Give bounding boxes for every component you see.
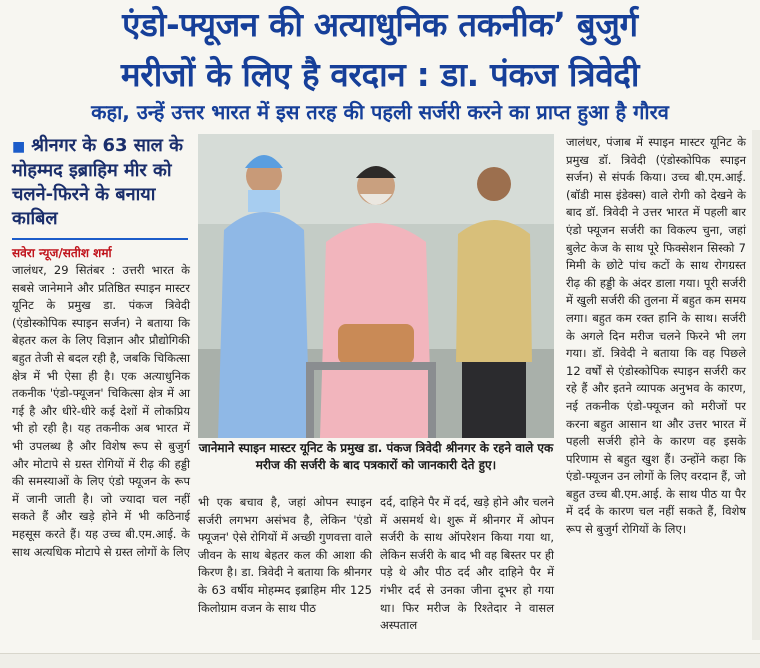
article-column-1 <box>12 262 190 561</box>
article-text: जालंधर, पंजाब में स्पाइन मास्टर यूनिट के प्रमुख डॉ. त्रिवेदी (एंडोस्कोपिक स्पाइन सर्जन) से संपर्क किया। उच्च बी.एम.आई. (बॉडी मास इंडेक्स) वाले रोगी को देखने के बाद डॉ. त्रिवेदी ने उत्तर भारत में पहली बार एंडो फ्यूजन सर्जरी का विकल्प चुना, जहां बुलेट केज के साथ पूरे फिक्सेशन सिस्को 7 मिमी के छोटे पांच कटों के साथ रोगग्रस्त रीढ़ की हड्डी के अंदर डाला गया। पूरी सर्जरी में खुली सर्जरी की तुलना में बहुत कम समय लगा। बहुत कम रक्त हानि के साथ। सर्जरी के अगले दिन मरीज चलने फिरने भी लग गया। डॉ. त्रिवेदी ने बताया कि वह पिछले 12 वर्षों से एंडोस्कोपिक स्पाइन सर्जरी कर रहे हैं और इतने व्यापक अनुभव के कारण, नई तकनीक एंडो-फ्यूजन को मरीजों पर करना बहुत आसान था और उत्तर भारत में पहली सर्जरी होने के कारण वह इसके परिणाम से बहुत खुश हैं। उन्होंने कहा कि एंडो-फ्यूजन उन लोगों के लिए वरदान हैं, जो बहुत उच्च बी.एम.आई. के साथ पीठ या पैर में दर्द के कारण चल नहीं सकते हैं, विशेष रूप से बुजुर्ग रोगियों के लिए। <box>566 135 746 537</box>
side-heading-text: श्रीनगर के 63 साल के मोहम्मद इब्राहिम मीर को चलने-फिरने के बनाया काबिल <box>12 135 183 229</box>
footer-strip <box>0 653 760 668</box>
article-text: दर्द, दाहिने पैर में दर्द, खड़े होने और चलने में असमर्थ थे। शुरू में श्रीनगर में ओपन सर्जरी के साथ ऑपरेशन किया गया था, लेकिन सर्जरी के बाद भी वह बिस्तर पर ही पड़े थे और पीठ दर्द और दाहिने पैर में गंभीर दर्द से उनका जीना दूभर हो गया था। फिर मरीज के रिश्तेदार ने वासल अस्पताल <box>380 495 554 633</box>
photo-caption: जानेमाने स्पाइन मास्टर यूनिट के प्रमुख डा. पंकज त्रिवेदी श्रीनगर के रहने वाले एक मरीज की सर्जरी के बाद पत्रकारों को जानकारी देते हुए। <box>198 441 554 472</box>
news-photo <box>198 134 554 438</box>
side-heading <box>12 134 190 231</box>
three-men-photo-illustration <box>198 134 554 438</box>
article-column-3 <box>380 494 554 635</box>
headline-line-2: मरीजों के लिए है वरदान : डा. पंकज त्रिवेदी <box>120 55 640 94</box>
square-bullet-icon: ■ <box>12 139 26 155</box>
subheadline: कहा, उन्हें उत्तर भारत में इस तरह की पहली सर्जरी करने का प्राप्त हुआ है गौरव <box>91 100 669 124</box>
byline: सवेरा न्यूज/सतीश शर्मा <box>12 246 112 260</box>
adjacent-page-edge <box>752 130 760 640</box>
article-text: भी एक बचाव है, जहां ओपन स्पाइन सर्जरी लगभग असंभव है, लेकिन 'एंडो फ्यूजन' ऐसे रोगियों में अच्छी गुणवत्ता वाले जीवन के साथ बेहतर कल की आशा की किरण है। डा. त्रिवेदी ने बताया कि श्रीनगर के 63 वर्षीय मोहम्मद इब्राहिम मीर 125 किलोग्राम वजन के साथ पीठ <box>198 495 372 615</box>
divider <box>12 238 188 240</box>
article-column-2 <box>198 494 372 617</box>
headline-line-1: एंडो-फ्यूजन की अत्याधुनिक तकनीक’ बुजुर्ग <box>122 5 638 44</box>
article-column-4 <box>566 134 746 539</box>
article-text: जालंधर, 29 सितंबर : उत्तरी भारत के सबसे जानेमाने और प्रतिष्ठित स्पाइन मास्टर यूनिट के प्रमुख डा. पंकज त्रिवेदी (एंडोस्कोपिक स्पाइन सर्जन) ने बताया कि बेहतर कल के लिए विज्ञान और प्रौद्योगिकी बहुत तेजी से बदल रही है, जबकि चिकित्सा क्षेत्र में भी ऐसा ही है। एक अत्याधुनिक तकनीक 'एंडो-फ्यूजन' चिकित्सा क्षेत्र में आ गई है और धीरे-धीरे कई देशों में लोकप्रिय भी हो रही है। यह तकनीक अब भारत में भी उपलब्ध है और विशेष रूप से बुजुर्ग और मोटापे से ग्रस्त रोगियों में रीढ़ की हड्डी की समस्याओं के लिए एंडो फ्यूजन के रूप में जानी जाती है। जो ज्यादा चल नहीं सकते हैं और खड़े होने में भी कठिनाई महसूस करते हैं। यह उच्च बी.एम.आई. के साथ अत्यधिक मोटापे से ग्रस्त लोगों के लिए <box>12 263 191 559</box>
